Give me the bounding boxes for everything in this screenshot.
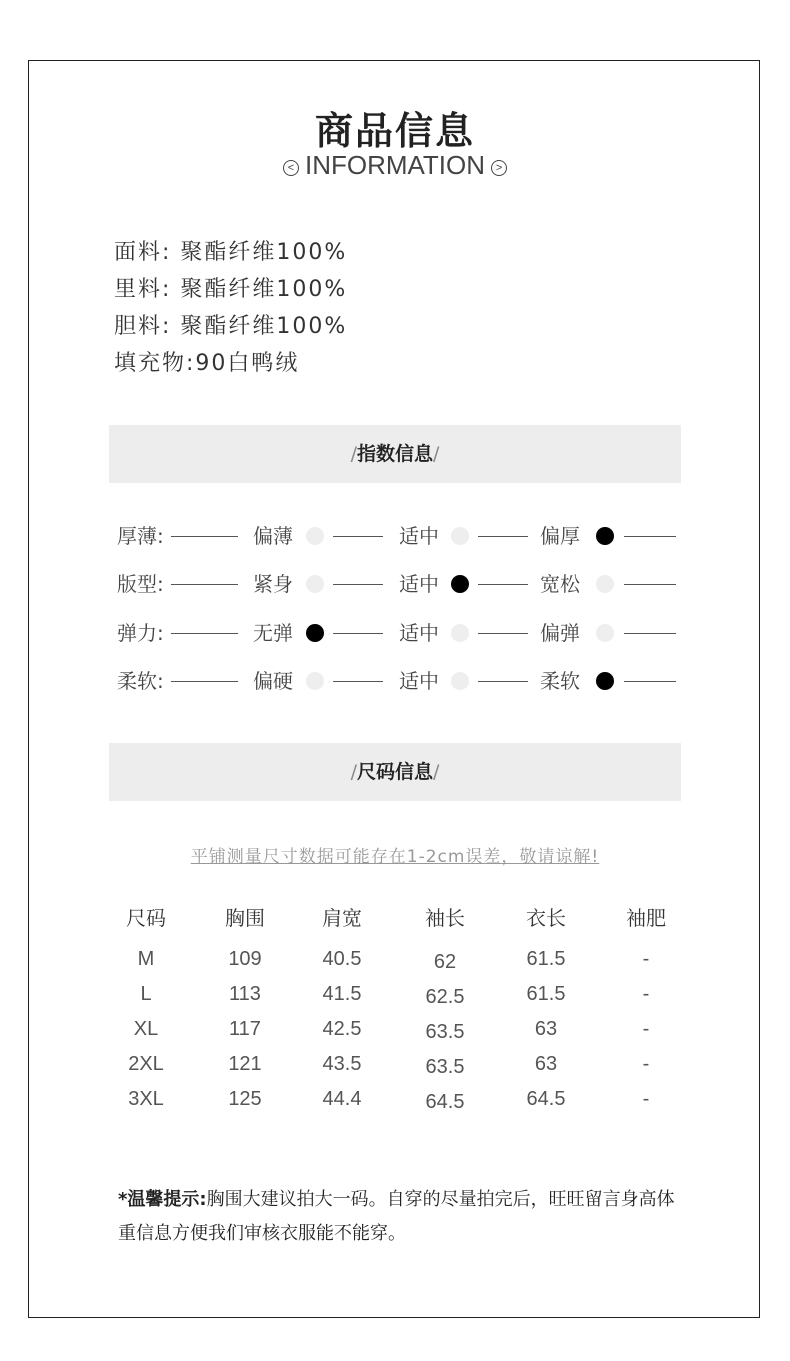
- measurement-note-text: 平铺测量尺寸数据可能存在1-2cm误差，敬请谅解!: [190, 847, 600, 867]
- index-option-label: 适中: [399, 524, 439, 548]
- material-line: 填充物:90白鸭绒: [114, 351, 300, 376]
- material-line: 里料: 聚酯纤维100%: [114, 277, 348, 302]
- index-row-label: 弹力:: [117, 621, 164, 645]
- size-table-cell: -: [642, 983, 650, 1005]
- divider-line: [333, 681, 383, 682]
- index-option-label: 柔软: [540, 669, 580, 693]
- size-table-cell: L: [140, 983, 152, 1005]
- size-table-cell: XL: [133, 1018, 159, 1040]
- size-section-header: /尺码信息/: [109, 743, 681, 801]
- size-table-cell: 44.4: [322, 1088, 362, 1110]
- selected-dot-icon: [596, 527, 614, 545]
- divider-line: [171, 536, 238, 537]
- size-table-cell: -: [642, 1018, 650, 1040]
- unselected-dot-icon: [451, 624, 469, 642]
- size-table-cell: 63.5: [425, 1056, 465, 1078]
- unselected-dot-icon: [451, 672, 469, 690]
- divider-line: [333, 633, 383, 634]
- size-table-cell: M: [137, 948, 155, 970]
- size-table-cell: 117: [229, 1018, 261, 1040]
- size-table-cell: 61.5: [526, 948, 566, 970]
- index-option-label: 偏薄: [253, 524, 293, 548]
- divider-line: [624, 681, 676, 682]
- page-title: 商品信息: [314, 109, 475, 153]
- divider-line: [478, 584, 528, 585]
- unselected-dot-icon: [596, 575, 614, 593]
- size-table-cell: 43.5: [322, 1053, 362, 1075]
- size-table-cell: 62: [433, 951, 457, 973]
- size-table-cell: 41.5: [322, 983, 362, 1005]
- size-table-cell: 62.5: [425, 986, 465, 1008]
- selected-dot-icon: [596, 672, 614, 690]
- material-line: 胆料: 聚酯纤维100%: [114, 314, 348, 339]
- size-table-cell: -: [642, 1088, 650, 1110]
- page-subtitle: [0, 150, 790, 181]
- unselected-dot-icon: [306, 672, 324, 690]
- size-table-header: 袖肥: [626, 906, 666, 930]
- size-table-cell: 109: [228, 948, 262, 970]
- index-row: [0, 569, 790, 599]
- size-table-cell: -: [642, 1053, 650, 1075]
- index-row-label: 厚薄:: [117, 524, 164, 548]
- selected-dot-icon: [306, 624, 324, 642]
- size-table-cell: 63: [534, 1018, 558, 1040]
- size-table-cell: 64.5: [526, 1088, 566, 1110]
- selected-dot-icon: [451, 575, 469, 593]
- size-table-cell: 64.5: [425, 1091, 465, 1113]
- unselected-dot-icon: [306, 527, 324, 545]
- divider-line: [478, 536, 528, 537]
- left-arrow-icon: <: [283, 160, 299, 176]
- tip-label: *温馨提示:: [118, 1189, 207, 1210]
- index-option-label: 适中: [399, 621, 439, 645]
- index-option-label: 偏硬: [253, 669, 293, 693]
- size-table-cell: 63: [534, 1053, 558, 1075]
- size-table-header: 袖长: [425, 906, 465, 930]
- index-row-label: 柔软:: [117, 669, 164, 693]
- index-section-title: 指数信息: [356, 443, 433, 465]
- index-option-label: 偏厚: [540, 524, 580, 548]
- index-option-label: 宽松: [540, 572, 580, 596]
- divider-line: [171, 584, 238, 585]
- size-table-header: 胸围: [225, 906, 265, 930]
- size-table-cell: 113: [229, 983, 261, 1005]
- unselected-dot-icon: [451, 527, 469, 545]
- index-option-label: 偏弹: [540, 621, 580, 645]
- divider-line: [171, 633, 238, 634]
- unselected-dot-icon: [596, 624, 614, 642]
- tip-block: [118, 1183, 678, 1251]
- size-table-cell: 61.5: [526, 983, 566, 1005]
- size-table-cell: 63.5: [425, 1021, 465, 1043]
- index-row: [0, 521, 790, 551]
- size-table-cell: 2XL: [128, 1053, 164, 1075]
- size-table-header: 肩宽: [322, 906, 362, 930]
- size-table-cell: -: [642, 948, 650, 970]
- size-table-cell: 121: [228, 1053, 262, 1075]
- size-table-header: 衣长: [526, 906, 566, 930]
- index-row: [0, 666, 790, 696]
- index-section-header: /指数信息/: [109, 425, 681, 483]
- material-line: 面料: 聚酯纤维100%: [114, 240, 348, 265]
- index-option-label: 适中: [399, 572, 439, 596]
- divider-line: [333, 584, 383, 585]
- index-row: [0, 618, 790, 648]
- size-section-title: 尺码信息: [356, 761, 433, 783]
- tip-text: 胸围大建议拍大一码。自穿的尽量拍完后，旺旺留言身高体重信息方便我们审核衣服能不能穿。: [118, 1189, 675, 1244]
- divider-line: [478, 681, 528, 682]
- size-table-header: 尺码: [126, 906, 166, 930]
- size-table-cell: 42.5: [322, 1018, 362, 1040]
- index-option-label: 紧身: [253, 572, 293, 596]
- measurement-note: [0, 842, 790, 867]
- index-row-label: 版型:: [117, 572, 164, 596]
- divider-line: [478, 633, 528, 634]
- divider-line: [333, 536, 383, 537]
- size-table-cell: 125: [228, 1088, 262, 1110]
- divider-line: [624, 584, 676, 585]
- index-option-label: 无弹: [253, 621, 293, 645]
- divider-line: [171, 681, 238, 682]
- right-arrow-icon: >: [491, 160, 507, 176]
- size-table-cell: 40.5: [322, 948, 362, 970]
- subtitle-text: INFORMATION: [304, 150, 486, 180]
- size-table-cell: 3XL: [128, 1088, 164, 1110]
- index-option-label: 适中: [399, 669, 439, 693]
- divider-line: [624, 536, 676, 537]
- unselected-dot-icon: [306, 575, 324, 593]
- divider-line: [624, 633, 676, 634]
